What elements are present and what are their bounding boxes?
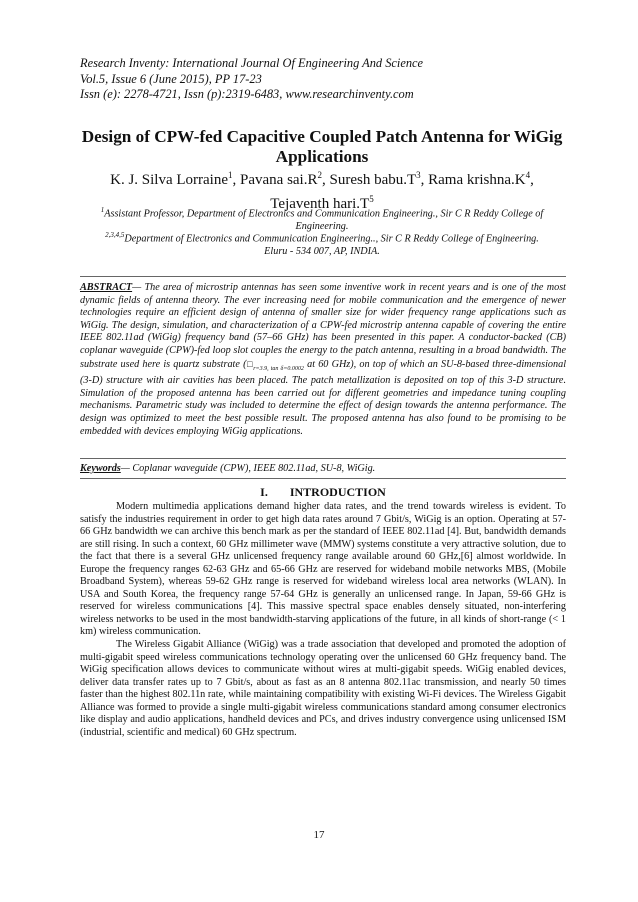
abstract-label: ABSTRACT [80,282,133,293]
keywords-label: Keywords [80,463,121,474]
affiliation-1-line-2: Engineering. [295,220,349,232]
affiliation-2-line-2: Eluru - 534 007, AP, INDIA. [264,245,380,257]
affiliation-2-line-1 [72,229,572,246]
section-title: INTRODUCTION [289,485,386,499]
affiliation-1-line-1 [72,204,572,221]
abstract-text-1: The area of microstrip antennas has seen some inventive work in recent years and is one of the most dynamic fields of antenna theory. The ever increasing need for mobile communication and the emergence of newer technologies require an efficient design of antenna of smaller size for wider frequency range applications such as WiGig. The design, simulation, and characterization of a CPW-fed microstrip antenna capable of covering the entire IEEE 802.11ad (WiGig) frequency band (57–66 GHz) has been presented in this paper. A conductor-backed (CB) coplanar waveguide (CPW)-fed loop slot couples the energy to the patch antenna, resulting in a broad bandwidth. The substrate used here is quartz substrate ( [80,282,566,370]
affiliation-1-mark: 1 [100,206,105,214]
author-separator: , [530,172,534,188]
author-5: Tejaventh hari.T [270,196,370,212]
section-number: I. [260,485,268,499]
keywords-text: Coplanar waveguide (CPW), IEEE 802.11ad, SU-8, WiGig. [132,463,376,474]
affiliation-2-mark: 2,3,4,5 [105,231,125,239]
epsilon-symbol: □ [246,358,254,369]
keywords-dash: — [120,463,133,474]
journal-issn: Issn (e): 2278-4721, Issn (p):2319-6483, www.researchinventy.com [80,87,414,101]
author-4: , Rama krishna.K [420,172,526,188]
title-line-2: Applications [275,147,369,166]
journal-name: Research Inventy: International Journal Of Engineering And Science [80,56,424,70]
author-5-affil: 5 [369,194,374,204]
author-2-affil: 2 [317,170,322,180]
abstract-text-2: at 60 GHz), on top of which an SU-8-based three-dimensional (3-D) structure with air cavities has been placed. The patch metallization is deposited on top of this 3-D structure. Simulation of the proposed antenna has been carried out for different geometries and impedance tuning coupling mechanisms. Parametric study was included to determine the effect of design towards the antenna performance. The design was optimized to meet the best possible result. The proposed antenna has also found to be promising to be embedded with devices employing WiGig applications. [80,358,567,437]
author-3-affil: 3 [416,170,421,180]
intro-paragraph-2: The Wireless Gigabit Alliance (WiGig) was a trade association that developed and promoted the adoption of multi-gigabit speed wireless communications technology operating over the unlicensed 60 GHz frequency band. The WiGig specification allows devices to communicate without wires at multi-gigabit speeds. WiGig enabled devices, deliver data transfer rates up to 7 Gbit/s, about as fast as an 8 antenna 802.11ac transmission, and nearly 50 times faster than the highest 802.11n rate, while maintaining compatibility with existing Wi-Fi devices. The Wireless Gigabit Alliance was formed to provide a single multi-gigabit wireless communications standard among consumer electronics like display and audio applications, handheld devices and PCs, and drives industry convergence using unlicensed ISM (industrial, scientific and medical) 60 GHz spectrum. [80,639,566,738]
author-2: , Pavana sai.R [232,172,318,188]
keywords [80,463,566,476]
page-number: 17 [313,829,325,841]
title-line-1: Design of CPW-fed Capacitive Coupled Patch Antenna for WiGig [81,127,563,146]
affiliation-2-text: Department of Electronics and Communication Engineering.., Sir C R Reddy College of Engineering. [124,233,539,245]
author-1-affil: 1 [228,170,233,180]
affiliation-1-text: Assistant Professor, Department of Electronics and Communication Engineering., Sir C R Reddy College of [104,208,544,220]
section-heading-introduction [80,485,566,499]
authors-line-1 [72,166,572,190]
abstract [80,282,566,438]
journal-volume: Vol.5, Issue 6 (June 2015), PP 17-23 [80,71,262,86]
abstract-dash: — [132,282,145,293]
paper-title [72,127,572,167]
introduction-body [80,501,566,739]
keywords-top-rule [80,458,566,459]
abstract-top-rule [80,276,566,277]
intro-paragraph-1: Modern multimedia applications demand higher data rates, and the trend towards wireless is evident. To satisfy the industries requirement in order to get high data rates around 7 Gbit/s, WiGig is an option. Operating at 57-66 GHz bandwidth we can archive this bench mark as per the standard of IEEE 802.11ad [4]. But, bandwidth demands are still rising. In such a context, 60 GHz millimeter wave (MMW) systems constitute a very attractive solution, due to the fact that there is a several GHz unlicensed frequency range available around 60 GHz,[6] almost worldwide. In Europe the frequency ranges 62-63 GHz and 65-66 GHz are reserved for wideband mobile networks MBS, (Mobile Broadband System), whereas 59-62 GHz range is reserved for wideband wireless local area networks (WLAN). In USA and South Korea, the frequency range 57-64 GHz is generally an unlicensed range. In Japan, 59-66 GHz is reserved for wireless communications [4]. This massive spectral space enables densely situated, non-interfering wireless networks to be used in the most bandwidth-starving applications of the future, in all kinds of short-range (< 1 km) wireless communication. [80,501,566,638]
substrate-parameters: r=3.9, tan δ=0.0002 [253,365,304,372]
affiliation-2 [72,229,572,259]
author-4-affil: 4 [525,170,531,180]
author-3: , Suresh babu.T [321,172,417,188]
keywords-bottom-rule [80,478,566,479]
journal-header [80,56,570,103]
author-1: K. J. Silva Lorraine [110,172,228,188]
